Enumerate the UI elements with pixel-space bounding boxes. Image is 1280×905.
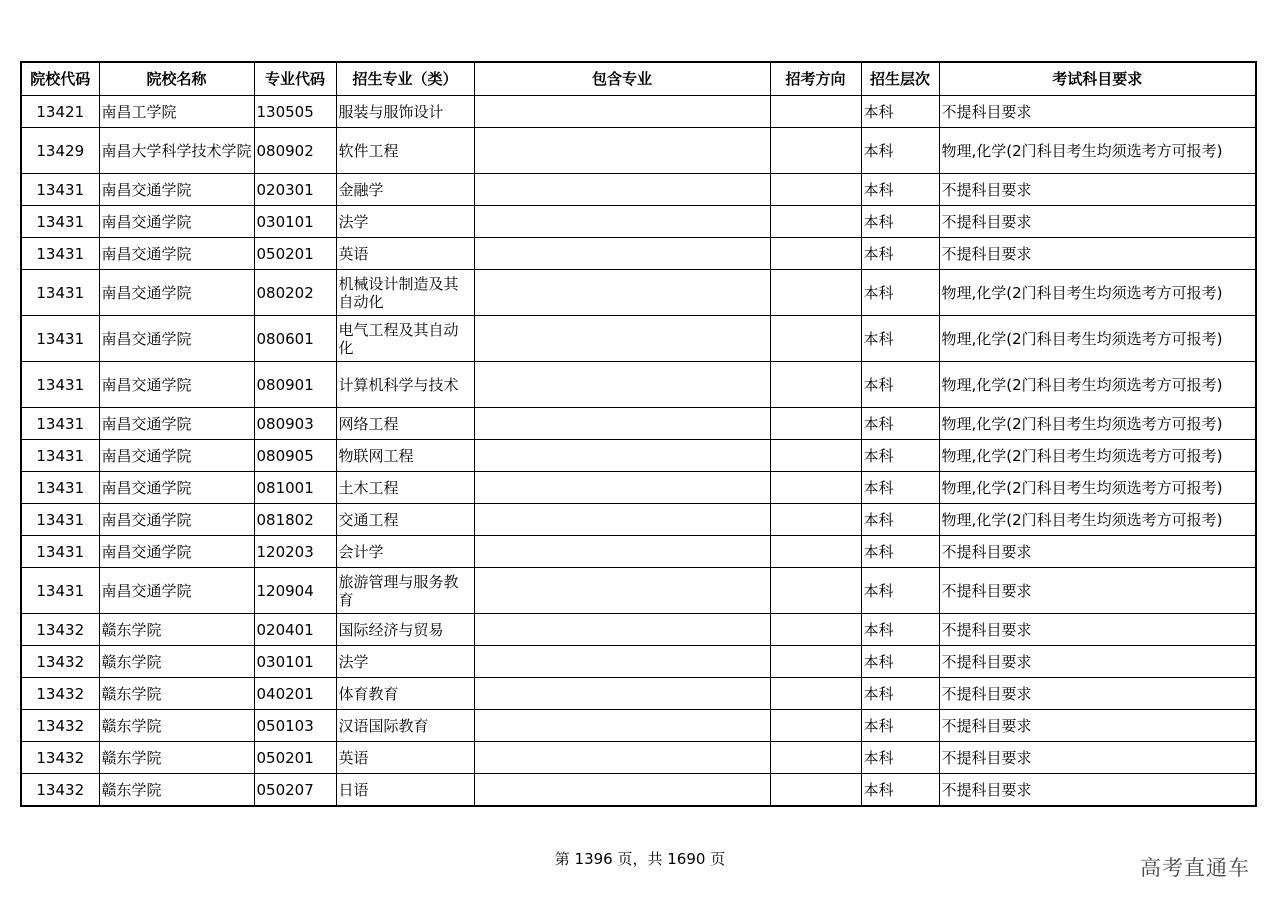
subject-requirement-cell: 不提科目要求 — [939, 174, 1256, 206]
major-code-cell: 030101 — [254, 206, 336, 238]
included-majors-cell — [474, 238, 770, 270]
school-code-cell: 13431 — [21, 536, 99, 568]
major-code-cell: 081802 — [254, 504, 336, 536]
school-name-cell: 南昌交通学院 — [99, 472, 254, 504]
major-name-cell: 物联网工程 — [336, 440, 474, 472]
school-code-cell: 13431 — [21, 440, 99, 472]
included-majors-cell — [474, 504, 770, 536]
major-name-cell: 英语 — [336, 238, 474, 270]
level-cell: 本科 — [861, 472, 939, 504]
subject-requirement-cell: 物理,化学(2门科目考生均须选考方可报考) — [939, 440, 1256, 472]
level-cell: 本科 — [861, 504, 939, 536]
major-name-cell: 汉语国际教育 — [336, 710, 474, 742]
direction-cell — [770, 614, 861, 646]
major-name-cell: 会计学 — [336, 536, 474, 568]
level-cell: 本科 — [861, 568, 939, 614]
major-code-cell: 030101 — [254, 646, 336, 678]
school-code-cell: 13429 — [21, 128, 99, 174]
level-cell: 本科 — [861, 174, 939, 206]
direction-cell — [770, 362, 861, 408]
school-code-cell: 13431 — [21, 568, 99, 614]
direction-cell — [770, 440, 861, 472]
major-name-cell: 计算机科学与技术 — [336, 362, 474, 408]
column-header: 包含专业 — [474, 62, 770, 96]
school-name-cell: 南昌工学院 — [99, 96, 254, 128]
school-code-cell: 13432 — [21, 710, 99, 742]
school-code-cell: 13432 — [21, 614, 99, 646]
subject-requirement-cell: 不提科目要求 — [939, 678, 1256, 710]
major-code-cell: 120904 — [254, 568, 336, 614]
direction-cell — [770, 238, 861, 270]
included-majors-cell — [474, 440, 770, 472]
table-row — [21, 316, 1256, 362]
direction-cell — [770, 174, 861, 206]
school-name-cell: 赣东学院 — [99, 646, 254, 678]
table-row — [21, 568, 1256, 614]
column-header: 招生层次 — [861, 62, 939, 96]
major-code-cell: 020401 — [254, 614, 336, 646]
school-code-cell: 13431 — [21, 174, 99, 206]
direction-cell — [770, 128, 861, 174]
table-row — [21, 206, 1256, 238]
school-name-cell: 南昌交通学院 — [99, 206, 254, 238]
column-header: 招考方向 — [770, 62, 861, 96]
subject-requirement-cell: 不提科目要求 — [939, 206, 1256, 238]
watermark-text: 高考直通车 — [1140, 856, 1250, 880]
school-name-cell: 南昌大学科学技术学院 — [99, 128, 254, 174]
table-row — [21, 440, 1256, 472]
school-code-cell: 13432 — [21, 774, 99, 807]
column-header: 院校名称 — [99, 62, 254, 96]
level-cell: 本科 — [861, 206, 939, 238]
major-code-cell: 120203 — [254, 536, 336, 568]
level-cell: 本科 — [861, 710, 939, 742]
level-cell: 本科 — [861, 128, 939, 174]
page-number: 第 1396 页，共 1690 页 — [554, 850, 726, 868]
major-code-cell: 040201 — [254, 678, 336, 710]
level-cell: 本科 — [861, 408, 939, 440]
major-code-cell: 080202 — [254, 270, 336, 316]
major-name-cell: 网络工程 — [336, 408, 474, 440]
level-cell: 本科 — [861, 362, 939, 408]
subject-requirement-cell: 不提科目要求 — [939, 568, 1256, 614]
included-majors-cell — [474, 316, 770, 362]
direction-cell — [770, 472, 861, 504]
table-row — [21, 774, 1256, 807]
major-name-cell: 体育教育 — [336, 678, 474, 710]
major-code-cell: 050103 — [254, 710, 336, 742]
included-majors-cell — [474, 646, 770, 678]
subject-requirement-cell: 不提科目要求 — [939, 614, 1256, 646]
column-header: 考试科目要求 — [939, 62, 1256, 96]
direction-cell — [770, 536, 861, 568]
subject-requirement-cell: 不提科目要求 — [939, 742, 1256, 774]
table-row — [21, 128, 1256, 174]
school-code-cell: 13431 — [21, 408, 99, 440]
major-code-cell: 130505 — [254, 96, 336, 128]
major-name-cell: 法学 — [336, 646, 474, 678]
subject-requirement-cell: 物理,化学(2门科目考生均须选考方可报考) — [939, 408, 1256, 440]
table-row — [21, 678, 1256, 710]
school-code-cell: 13431 — [21, 504, 99, 536]
included-majors-cell — [474, 742, 770, 774]
school-code-cell: 13421 — [21, 96, 99, 128]
major-name-cell: 旅游管理与服务教育 — [336, 568, 474, 614]
subject-requirement-cell: 物理,化学(2门科目考生均须选考方可报考) — [939, 316, 1256, 362]
school-name-cell: 南昌交通学院 — [99, 504, 254, 536]
table-row — [21, 614, 1256, 646]
school-code-cell: 13431 — [21, 472, 99, 504]
included-majors-cell — [474, 362, 770, 408]
major-code-cell: 080601 — [254, 316, 336, 362]
table-row — [21, 408, 1256, 440]
subject-requirement-cell: 物理,化学(2门科目考生均须选考方可报考) — [939, 472, 1256, 504]
school-name-cell: 南昌交通学院 — [99, 362, 254, 408]
school-name-cell: 南昌交通学院 — [99, 536, 254, 568]
major-code-cell: 080901 — [254, 362, 336, 408]
school-code-cell: 13431 — [21, 238, 99, 270]
major-code-cell: 050201 — [254, 742, 336, 774]
table-row — [21, 536, 1256, 568]
school-name-cell: 赣东学院 — [99, 774, 254, 807]
table-row — [21, 742, 1256, 774]
direction-cell — [770, 408, 861, 440]
school-name-cell: 南昌交通学院 — [99, 238, 254, 270]
included-majors-cell — [474, 206, 770, 238]
subject-requirement-cell: 物理,化学(2门科目考生均须选考方可报考) — [939, 504, 1256, 536]
column-header: 专业代码 — [254, 62, 336, 96]
level-cell: 本科 — [861, 742, 939, 774]
column-header: 招生专业（类） — [336, 62, 474, 96]
subject-requirement-cell: 物理,化学(2门科目考生均须选考方可报考) — [939, 270, 1256, 316]
major-code-cell: 080902 — [254, 128, 336, 174]
major-code-cell: 050207 — [254, 774, 336, 807]
major-name-cell: 英语 — [336, 742, 474, 774]
major-name-cell: 交通工程 — [336, 504, 474, 536]
major-name-cell: 土木工程 — [336, 472, 474, 504]
school-code-cell: 13431 — [21, 270, 99, 316]
major-name-cell: 金融学 — [336, 174, 474, 206]
direction-cell — [770, 774, 861, 807]
included-majors-cell — [474, 128, 770, 174]
school-name-cell: 南昌交通学院 — [99, 440, 254, 472]
table-row — [21, 96, 1256, 128]
table-header-row — [21, 62, 1256, 96]
included-majors-cell — [474, 96, 770, 128]
included-majors-cell — [474, 536, 770, 568]
table-body — [21, 96, 1256, 807]
level-cell: 本科 — [861, 270, 939, 316]
major-code-cell: 080903 — [254, 408, 336, 440]
subject-requirement-cell: 不提科目要求 — [939, 710, 1256, 742]
table-row — [21, 504, 1256, 536]
level-cell: 本科 — [861, 316, 939, 362]
included-majors-cell — [474, 678, 770, 710]
subject-requirement-cell: 不提科目要求 — [939, 646, 1256, 678]
school-code-cell: 13431 — [21, 316, 99, 362]
school-name-cell: 南昌交通学院 — [99, 408, 254, 440]
direction-cell — [770, 316, 861, 362]
level-cell: 本科 — [861, 96, 939, 128]
subject-requirement-cell: 不提科目要求 — [939, 774, 1256, 807]
school-name-cell: 赣东学院 — [99, 710, 254, 742]
included-majors-cell — [474, 408, 770, 440]
major-code-cell: 081001 — [254, 472, 336, 504]
included-majors-cell — [474, 774, 770, 807]
major-name-cell: 软件工程 — [336, 128, 474, 174]
school-code-cell: 13431 — [21, 362, 99, 408]
subject-requirement-cell: 不提科目要求 — [939, 238, 1256, 270]
table-row — [21, 362, 1256, 408]
school-name-cell: 南昌交通学院 — [99, 174, 254, 206]
direction-cell — [770, 646, 861, 678]
school-name-cell: 赣东学院 — [99, 678, 254, 710]
included-majors-cell — [474, 472, 770, 504]
subject-requirement-cell: 物理,化学(2门科目考生均须选考方可报考) — [939, 362, 1256, 408]
school-code-cell: 13432 — [21, 678, 99, 710]
level-cell: 本科 — [861, 774, 939, 807]
level-cell: 本科 — [861, 536, 939, 568]
school-code-cell: 13431 — [21, 206, 99, 238]
major-name-cell: 电气工程及其自动化 — [336, 316, 474, 362]
subject-requirement-cell: 不提科目要求 — [939, 96, 1256, 128]
school-name-cell: 南昌交通学院 — [99, 568, 254, 614]
level-cell: 本科 — [861, 614, 939, 646]
included-majors-cell — [474, 270, 770, 316]
table-row — [21, 646, 1256, 678]
table-row — [21, 710, 1256, 742]
direction-cell — [770, 270, 861, 316]
subject-requirement-cell: 物理,化学(2门科目考生均须选考方可报考) — [939, 128, 1256, 174]
school-name-cell: 赣东学院 — [99, 614, 254, 646]
column-header: 院校代码 — [21, 62, 99, 96]
direction-cell — [770, 742, 861, 774]
major-code-cell: 020301 — [254, 174, 336, 206]
major-name-cell: 法学 — [336, 206, 474, 238]
table-row — [21, 174, 1256, 206]
admissions-table — [20, 61, 1257, 807]
direction-cell — [770, 206, 861, 238]
major-name-cell: 国际经济与贸易 — [336, 614, 474, 646]
direction-cell — [770, 678, 861, 710]
level-cell: 本科 — [861, 678, 939, 710]
major-name-cell: 服装与服饰设计 — [336, 96, 474, 128]
direction-cell — [770, 504, 861, 536]
table-row — [21, 238, 1256, 270]
included-majors-cell — [474, 710, 770, 742]
major-code-cell: 050201 — [254, 238, 336, 270]
school-code-cell: 13432 — [21, 742, 99, 774]
school-name-cell: 南昌交通学院 — [99, 270, 254, 316]
level-cell: 本科 — [861, 440, 939, 472]
level-cell: 本科 — [861, 646, 939, 678]
school-name-cell: 南昌交通学院 — [99, 316, 254, 362]
school-code-cell: 13432 — [21, 646, 99, 678]
table-row — [21, 270, 1256, 316]
major-name-cell: 日语 — [336, 774, 474, 807]
school-name-cell: 赣东学院 — [99, 742, 254, 774]
included-majors-cell — [474, 174, 770, 206]
table-row — [21, 472, 1256, 504]
included-majors-cell — [474, 614, 770, 646]
major-name-cell: 机械设计制造及其自动化 — [336, 270, 474, 316]
direction-cell — [770, 710, 861, 742]
included-majors-cell — [474, 568, 770, 614]
direction-cell — [770, 96, 861, 128]
direction-cell — [770, 568, 861, 614]
level-cell: 本科 — [861, 238, 939, 270]
subject-requirement-cell: 不提科目要求 — [939, 536, 1256, 568]
major-code-cell: 080905 — [254, 440, 336, 472]
